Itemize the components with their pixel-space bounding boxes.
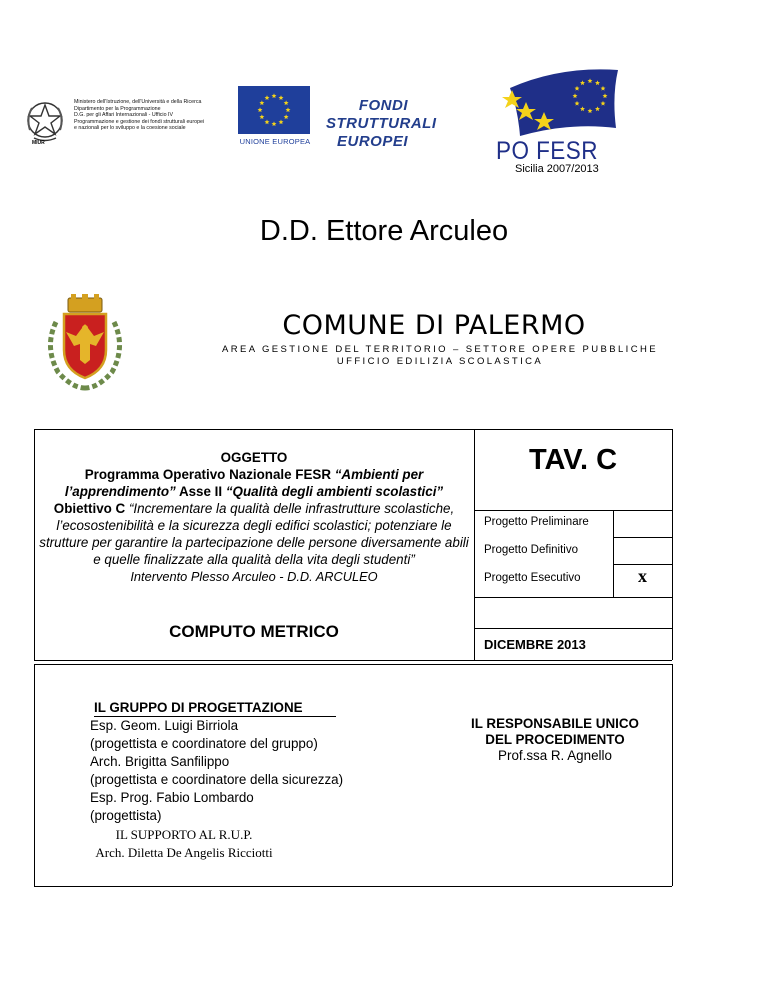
miur-emblem-icon [22, 96, 68, 146]
rup-name: Prof.ssa R. Agnello [498, 748, 612, 763]
phase-row-divider [474, 510, 672, 511]
eu-star-icon [279, 95, 284, 100]
eu-star-icon [259, 100, 264, 105]
frame-right-border [672, 429, 673, 660]
area-line: AREA GESTIONE DEL TERRITORIO – SETTORE OPERE PUBBLICHE [222, 344, 658, 355]
obiettivo-text: Obiettivo C [53, 501, 126, 516]
gruppo-member-line: Esp. Geom. Luigi Birriola [90, 718, 239, 733]
school-name: D.D. Ettore Arculeo [259, 215, 509, 247]
tavola-label: TAV. C [528, 444, 618, 476]
pofesr-subtitle: Sicilia 2007/2013 [515, 163, 599, 175]
gruppo-member-line: (progettista) [90, 808, 162, 823]
gruppo-heading-underline [94, 716, 336, 717]
miur-text-line: Dipartimento per la Programmazione [74, 105, 161, 112]
miur-text-line: D.G. per gli Affari Internazionali - Ufficio IV [74, 112, 174, 119]
miur-caption: MIUR [32, 140, 45, 146]
comune-title: COMUNE DI PALERMO [282, 310, 586, 341]
eu-caption: UNIONE EUROPEA [239, 137, 311, 146]
phase-row-divider [613, 537, 672, 538]
ambienti-title: “Ambienti per l’apprendimento” [64, 467, 424, 499]
fondi-line: EUROPEI [336, 133, 408, 150]
supporto-heading: IL SUPPORTO AL R.U.P. [115, 827, 253, 842]
rup-title-line: IL RESPONSABILE UNICO [471, 716, 639, 731]
gruppo-heading: IL GRUPPO DI PROGETTAZIONE [94, 700, 303, 715]
ufficio-line: UFFICIO EDILIZIA SCOLASTICA [336, 356, 544, 367]
eu-star-icon [286, 107, 291, 112]
rup-title-line: DEL PROCEDIMENTO [485, 732, 625, 747]
gruppo-member-line: (progettista e coordinatore della sicurezza) [90, 772, 344, 787]
gruppo-member-line: Arch. Brigitta Sanfilippo [90, 754, 230, 769]
document-type: COMPUTO METRICO [169, 622, 339, 641]
fondi-strutturali-logo [326, 97, 437, 151]
programma-text: Programma Operativo Nazionale FESR [84, 467, 335, 482]
palermo-crest-icon [38, 292, 132, 392]
eu-star-icon [265, 120, 270, 125]
phase-definitivo-label: Progetto Definitivo [484, 544, 578, 556]
supporto-name: Arch. Diletta De Angelis Ricciotti [95, 845, 273, 860]
phase-row-divider [474, 597, 672, 598]
gruppo-member-line: (progettista e coordinatore del gruppo) [90, 736, 318, 751]
rup-block [432, 716, 678, 764]
eu-star-icon [272, 121, 277, 126]
fondi-line: STRUTTURALI [326, 115, 437, 132]
fondi-line: FONDI [358, 97, 408, 114]
miur-text-line: Programmazione e gestione dei fondi strutturali europei [74, 118, 205, 125]
asse-text: Asse II [175, 484, 226, 499]
miur-text-line: Ministero dell'Istruzione, dell'Università e della Ricerca [74, 99, 202, 105]
phase-esecutivo-label: Progetto Esecutivo [484, 572, 581, 584]
obiettivo-description: “Incrementare la qualità delle infrastrutture scolastiche, l’ecosostenibilità e la sicurezza degli edifici scolastici; potenziare le strutture per garantire la partecipazione delle persone diversamente abili e quelle finalizzate alla qualità della vita degli studenti” [39, 501, 469, 567]
eu-star-icon [284, 100, 289, 105]
bottom-frame-right-border [672, 664, 673, 886]
bottom-frame-left-border [34, 664, 35, 886]
oggetto-label: OGGETTO [220, 450, 288, 465]
qualita-title: “Qualità degli ambienti scolastici” [225, 484, 444, 499]
phase-esecutivo-mark: x [638, 566, 647, 586]
miur-department-text [74, 99, 234, 132]
phase-row-divider [613, 564, 672, 565]
eu-star-icon [259, 114, 264, 119]
phase-preliminare-label: Progetto Preliminare [484, 516, 589, 528]
eu-star-icon [258, 107, 263, 112]
document-date: DICEMBRE 2013 [484, 637, 586, 652]
oggetto-block [34, 449, 474, 585]
miur-text-line: e nazionali per lo sviluppo e la coesione sociale [74, 125, 186, 132]
frame-bottom-border [34, 660, 672, 661]
bottom-frame-top-border [34, 664, 672, 665]
date-row-divider [474, 628, 672, 629]
eu-star-icon [279, 120, 284, 125]
eu-flag-icon [238, 86, 310, 134]
intervento-line: Intervento Plesso Arculeo - D.D. ARCULEO [130, 569, 378, 584]
eu-star-icon [272, 93, 277, 98]
eu-star-icon [284, 114, 289, 119]
supporto-block [74, 826, 294, 862]
pofesr-wordmark: PO FESR [496, 137, 598, 165]
bottom-frame-bottom-border [34, 886, 672, 887]
eu-star-icon [265, 95, 270, 100]
frame-top-border [34, 429, 672, 430]
gruppo-member-line: Esp. Prog. Fabio Lombardo [90, 790, 254, 805]
